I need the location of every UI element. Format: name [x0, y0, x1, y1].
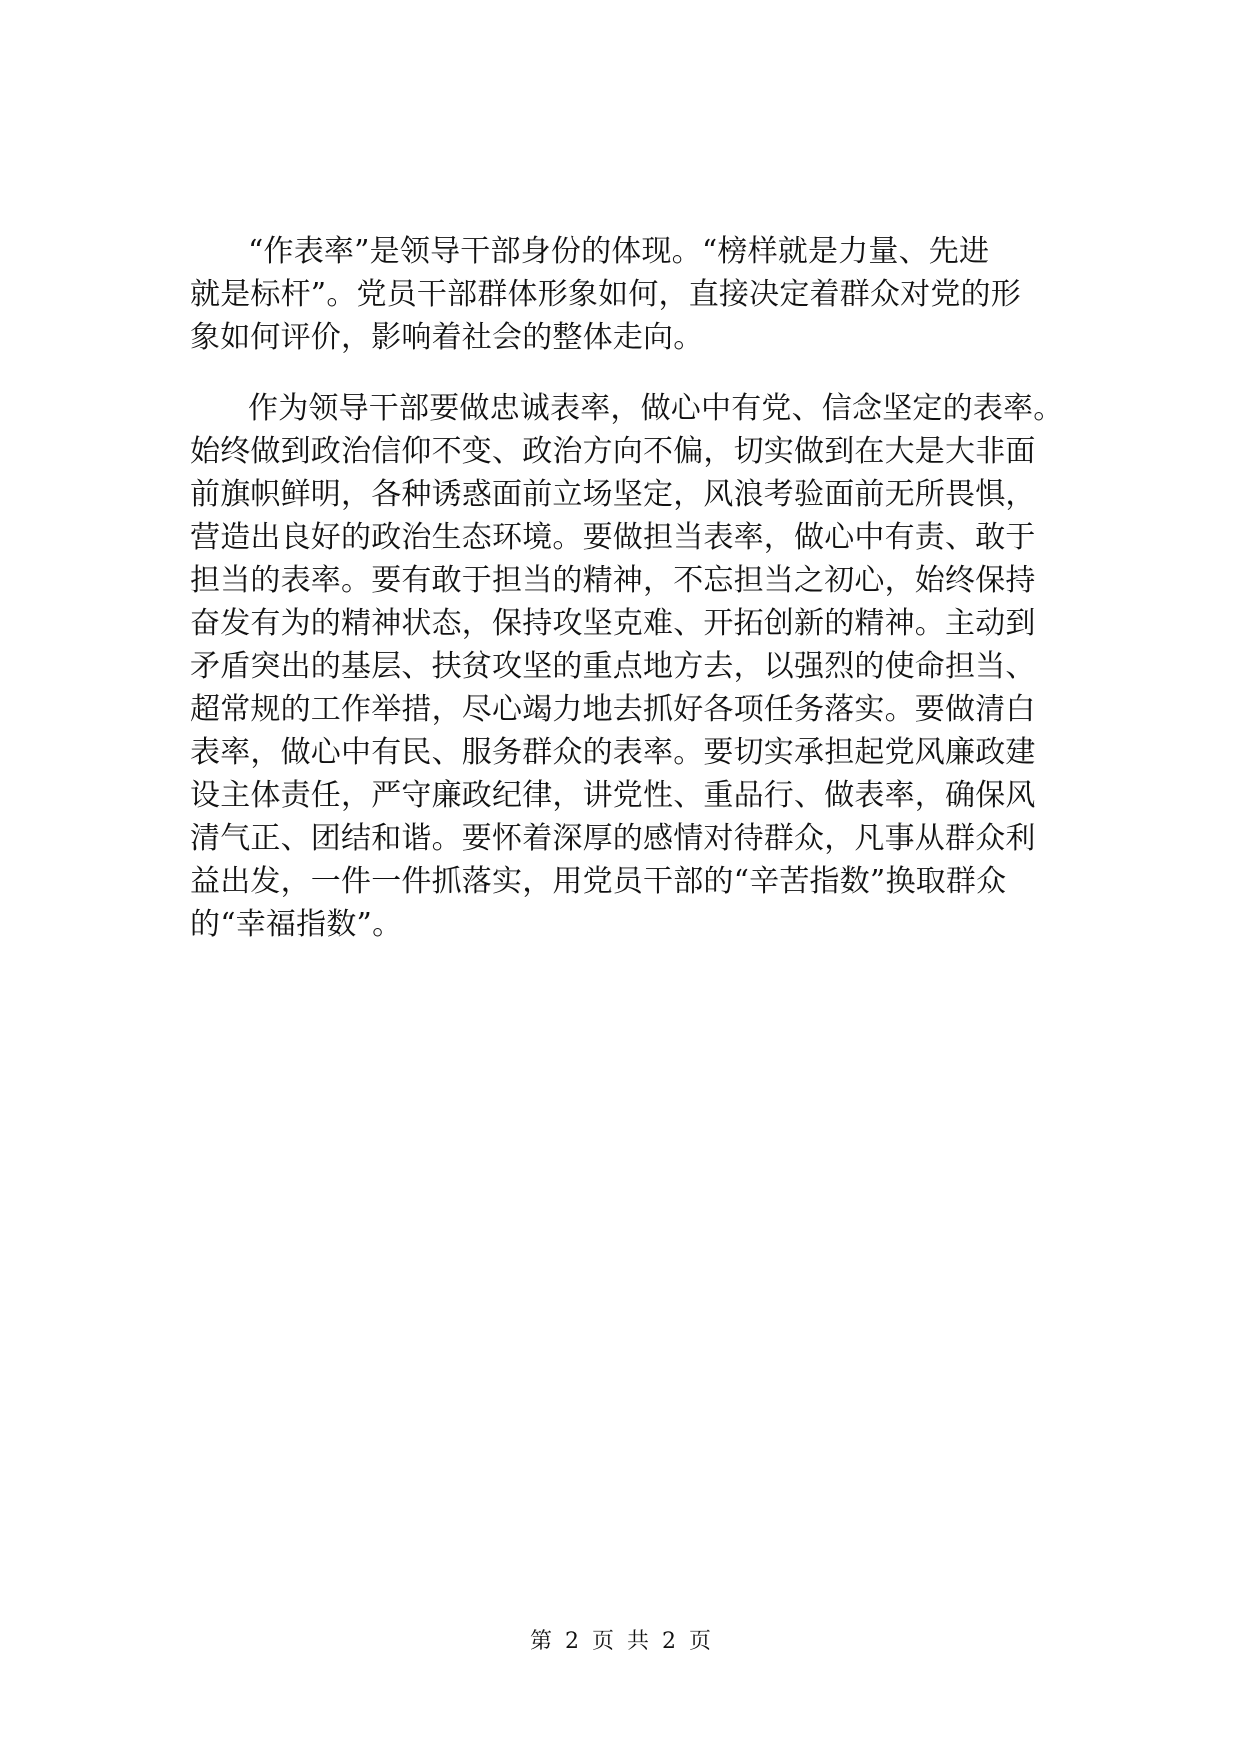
paragraph-line: 表率，做心中有民、服务群众的表率。要切实承担起党风廉政建: [190, 735, 1036, 770]
paragraph-line: 的“幸福指数”。: [190, 907, 403, 942]
paragraph-line: 就是标杆”。党员干部群体形象如何，直接决定着群众对党的形: [190, 277, 1021, 312]
paragraph-line: 益出发，一件一件抓落实，用党员干部的“辛苦指数”换取群众: [190, 864, 1007, 899]
paragraph-2: [190, 387, 1088, 946]
paragraph-line: 奋发有为的精神状态，保持攻坚克难、开拓创新的精神。主动到: [190, 606, 1036, 641]
paragraph-line: 营造出良好的政治生态环境。要做担当表率，做心中有责、敢于: [190, 520, 1036, 555]
paragraph-line: 象如何评价，影响着社会的整体走向。: [190, 320, 704, 355]
paragraph-spacer: [190, 359, 1088, 387]
paragraph-line: 清气正、团结和谐。要怀着深厚的感情对待群众，凡事从群众利: [190, 821, 1036, 856]
paragraph-line: “作表率”是领导干部身份的体现。“榜样就是力量、先进: [248, 234, 990, 269]
page-number-footer: 第 2 页 共 2 页: [530, 1629, 711, 1654]
paragraph-line: 前旗帜鲜明，各种诱惑面前立场坚定，风浪考验面前无所畏惧，: [190, 477, 1036, 512]
paragraph-line: 设主体责任，严守廉政纪律，讲党性、重品行、做表率，确保风: [190, 778, 1036, 813]
document-body: [190, 230, 1088, 946]
paragraph-line: 担当的表率。要有敢于担当的精神，不忘担当之初心，始终保持: [190, 563, 1036, 598]
paragraph-1: [190, 230, 1088, 359]
paragraph-line: 矛盾突出的基层、扶贫攻坚的重点地方去，以强烈的使命担当、: [190, 649, 1036, 684]
paragraph-line: 始终做到政治信仰不变、政治方向不偏，切实做到在大是大非面: [190, 434, 1036, 469]
paragraph-line: 超常规的工作举措，尽心竭力地去抓好各项任务落实。要做清白: [190, 692, 1036, 727]
paragraph-line: 作为领导干部要做忠诚表率，做心中有党、信念坚定的表率。: [248, 391, 1064, 426]
